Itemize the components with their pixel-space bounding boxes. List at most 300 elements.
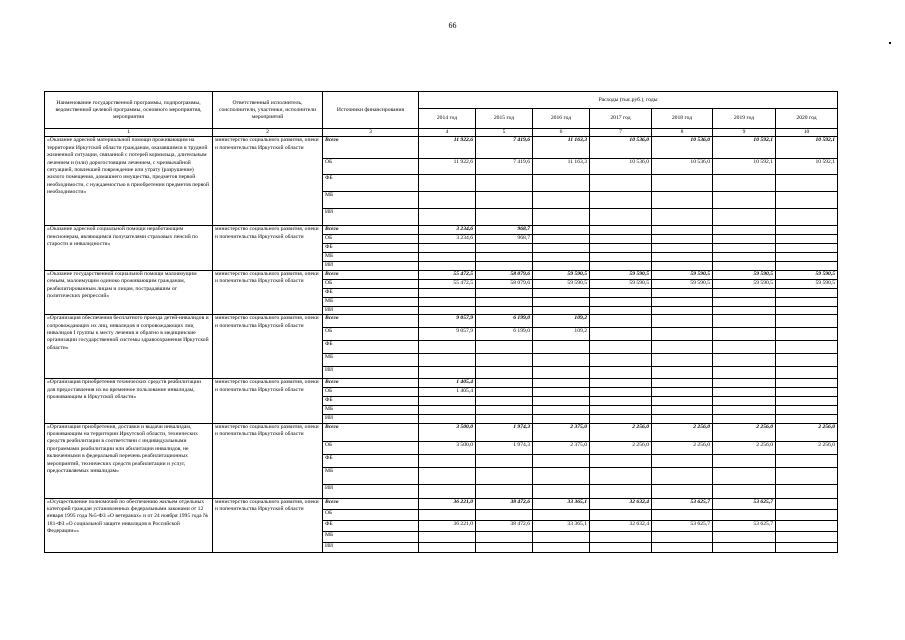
expense-value (713, 354, 776, 367)
expense-value (419, 406, 476, 415)
expense-value (419, 306, 476, 314)
expense-value (776, 175, 838, 192)
expense-value (590, 297, 652, 306)
expense-value (419, 484, 476, 498)
expense-value (476, 397, 533, 406)
funding-source: ФБ (323, 341, 419, 354)
funding-source: ФБ (323, 288, 419, 297)
expense-value (652, 209, 713, 226)
expense-value (533, 175, 590, 192)
expense-value (476, 467, 533, 484)
expense-value (776, 209, 838, 226)
expense-value: 2 256,0 (590, 423, 652, 441)
expense-value: 55 472,5 (419, 270, 476, 279)
funding-source: ОБ (323, 441, 419, 454)
expense-value (533, 306, 590, 314)
funding-source: ИИ (323, 367, 419, 379)
expense-value (533, 531, 590, 542)
expense-value (476, 288, 533, 297)
expense-value (533, 288, 590, 297)
table-body (45, 137, 838, 552)
expense-value (713, 531, 776, 542)
expense-value (590, 367, 652, 379)
funding-source: Всего (323, 315, 419, 328)
expense-value: 10 536,0 (652, 159, 713, 175)
expense-value (533, 415, 590, 423)
expense-value: 2 256,0 (776, 423, 838, 441)
funding-source: ОБ (323, 509, 419, 520)
expense-value (713, 253, 776, 262)
header-expenses: Расходы (тыс.руб.), годы (419, 92, 838, 109)
column-index: 3 (323, 129, 419, 137)
expense-value: 1 974,3 (476, 423, 533, 441)
funding-source: ИИ (323, 306, 419, 314)
expense-value: 59 590,5 (713, 279, 776, 288)
expense-value (590, 253, 652, 262)
funding-source: МБ (323, 253, 419, 262)
expense-value (419, 415, 476, 423)
expense-value (533, 484, 590, 498)
expense-value: 11 163,3 (533, 159, 590, 175)
expense-value (476, 341, 533, 354)
expense-value (590, 226, 652, 235)
expense-value: 59 590,5 (652, 270, 713, 279)
funding-source: ФБ (323, 520, 419, 531)
expense-value: 53 625,7 (652, 520, 713, 531)
header-year: 2019 год (713, 109, 776, 129)
expense-value (652, 297, 713, 306)
funding-source: Всего (323, 270, 419, 279)
expense-value (590, 341, 652, 354)
column-index: 8 (652, 129, 713, 137)
expense-value (419, 509, 476, 520)
expense-value (476, 253, 533, 262)
expense-value: 3 234,6 (419, 226, 476, 235)
expense-value: 109,2 (533, 328, 590, 341)
funding-source: ОБ (323, 235, 419, 244)
expense-value (652, 454, 713, 467)
expense-value (590, 542, 652, 552)
expense-value: 1 405,4 (419, 379, 476, 388)
expense-value (533, 192, 590, 209)
measure-name: «Осуществление полномочий по обеспечению жильем отдельных категорий граждан установленных федеральными законами от 12 января 1995 года №5-ФЗ «О ветеранах» и от 24 ноября 1995 года № 181-ФЗ «О социальной защите инвалидов в Российской Федерации»» (45, 498, 213, 552)
expense-value (776, 498, 838, 509)
expense-value (713, 244, 776, 253)
funding-source: Всего (323, 226, 419, 235)
measure-name: «Организация приобретения технических средств реабилитации для предоставления их во временное пользование инвалидам, проживающим в Иркутской области» (45, 379, 213, 423)
expense-value (713, 192, 776, 209)
expense-value: 6 199,0 (476, 328, 533, 341)
expense-value (776, 467, 838, 484)
expense-value (419, 288, 476, 297)
expense-value (476, 509, 533, 520)
expense-value (652, 388, 713, 397)
measure-executor: министерство социального развития, опеки и попечительства Иркутской области (213, 379, 323, 423)
expense-value (776, 397, 838, 406)
expense-value (590, 531, 652, 542)
expense-value: 11 922,6 (419, 159, 476, 175)
expense-value: 59 590,5 (590, 270, 652, 279)
funding-source: МБ (323, 406, 419, 415)
expense-value (652, 226, 713, 235)
expense-value (533, 406, 590, 415)
measure-name: «Организация обеспечения бесплатного проезда детей-инвалидов и сопровождающих их лиц, инвалидов и сопровождающих лиц инвалидов I группы к месту лечения и обратно в медицинские организации государственной системы здравоохранения Иркутской области» (45, 315, 213, 379)
expense-value: 10 536,0 (652, 137, 713, 159)
expense-value: 2 375,0 (533, 423, 590, 441)
expense-value (476, 244, 533, 253)
table-row (45, 498, 838, 509)
expense-value (652, 192, 713, 209)
funding-source: МБ (323, 192, 419, 209)
expense-value (652, 531, 713, 542)
expense-value (533, 397, 590, 406)
expense-value (713, 262, 776, 270)
funding-source: ИИ (323, 262, 419, 270)
expense-value (652, 397, 713, 406)
expense-value (590, 509, 652, 520)
expense-value: 10 592,1 (776, 137, 838, 159)
table-row (45, 226, 838, 235)
expense-value (713, 379, 776, 388)
funding-source: Всего (323, 137, 419, 159)
expense-value (776, 388, 838, 397)
expense-value: 58 079,6 (476, 279, 533, 288)
expense-value (590, 397, 652, 406)
expense-value (652, 253, 713, 262)
expense-value (419, 209, 476, 226)
funding-source: Всего (323, 379, 419, 388)
expense-value: 2 256,0 (652, 441, 713, 454)
expense-value (776, 406, 838, 415)
expense-value (713, 406, 776, 415)
expense-value (590, 315, 652, 328)
column-index: 7 (590, 129, 652, 137)
expense-value (590, 484, 652, 498)
expense-value (533, 297, 590, 306)
expense-value: 7 419,6 (476, 137, 533, 159)
funding-source: МБ (323, 354, 419, 367)
expense-value: 59 590,5 (776, 279, 838, 288)
expense-value (590, 262, 652, 270)
header-year: 2017 год (590, 109, 652, 129)
expense-value (476, 354, 533, 367)
funding-source: ОБ (323, 328, 419, 341)
expense-value (419, 354, 476, 367)
column-index: 9 (713, 129, 776, 137)
expense-value (590, 388, 652, 397)
expense-value (533, 253, 590, 262)
expense-value: 6 199,0 (476, 315, 533, 328)
expense-value (713, 484, 776, 498)
funding-source: ОБ (323, 279, 419, 288)
expense-value: 59 590,5 (652, 279, 713, 288)
expense-value (776, 306, 838, 314)
expense-value (776, 244, 838, 253)
expense-value (776, 454, 838, 467)
expense-value (713, 288, 776, 297)
expense-value (590, 354, 652, 367)
expense-value: 10 592,1 (713, 159, 776, 175)
expense-value: 2 256,0 (713, 441, 776, 454)
expense-value: 10 536,0 (590, 137, 652, 159)
expense-value (476, 415, 533, 423)
expense-value (652, 262, 713, 270)
expense-value (652, 341, 713, 354)
funding-source: ФБ (323, 244, 419, 253)
header-year: 2018 год (652, 109, 713, 129)
expense-value (476, 192, 533, 209)
expense-value: 53 625,7 (713, 520, 776, 531)
expense-value: 33 365,1 (533, 520, 590, 531)
expense-value: 2 256,0 (713, 423, 776, 441)
expense-value (476, 454, 533, 467)
expense-value (713, 454, 776, 467)
column-index: 2 (213, 129, 323, 137)
expense-value: 7 419,6 (476, 159, 533, 175)
page-number: 66 (448, 21, 457, 30)
expense-value (776, 367, 838, 379)
measure-executor: министерство социального развития, опеки и попечительства Иркутской области (213, 498, 323, 552)
expense-value (776, 226, 838, 235)
expense-value: 968,7 (476, 226, 533, 235)
budget-table (44, 91, 838, 553)
expense-value (419, 175, 476, 192)
header-executor: Ответственный исполнитель, соисполнители, участники, исполнители мероприятий (213, 92, 323, 129)
expense-value (776, 379, 838, 388)
funding-source: ИИ (323, 415, 419, 423)
funding-source: МБ (323, 467, 419, 484)
expense-value (590, 235, 652, 244)
expense-value: 11 922,6 (419, 137, 476, 159)
expense-value (713, 235, 776, 244)
expense-value (419, 244, 476, 253)
expense-value: 968,7 (476, 235, 533, 244)
table-row (45, 423, 838, 441)
funding-source: МБ (323, 531, 419, 542)
expense-value: 9 057,9 (419, 315, 476, 328)
expense-value (533, 262, 590, 270)
measure-name: «Оказание адресной социальной помощи неработающим пенсионерам, являющимся получателями страховых пенсий по старости и инвалидности» (45, 226, 213, 270)
expense-value (776, 509, 838, 520)
expense-value (776, 297, 838, 306)
expense-value: 3 500,0 (419, 423, 476, 441)
expense-value (419, 262, 476, 270)
expense-value (590, 244, 652, 253)
column-index: 1 (45, 129, 213, 137)
measure-executor: министерство социального развития, опеки и попечительства Иркутской области (213, 226, 323, 270)
expense-value (652, 406, 713, 415)
measure-name: «Оказание адресной материальной помощи проживающим на территории Иркутской области гражданам, оказавшимся в трудной жизненной ситуации, связанной с потерей кормильца, длительным лечением и (или) дорогостоящим лечением, с чрезвычайной ситуацией, повлекшей повреждение или утрату (разрушение) жилого помещения, домашнего имущества, предметов первой необходимости, с нуждаемостью в приобретении предметов первой необходимости» (45, 137, 213, 226)
column-index: 10 (776, 129, 838, 137)
expense-value (776, 328, 838, 341)
expense-value (713, 415, 776, 423)
expense-value (776, 484, 838, 498)
expense-value: 2 256,0 (776, 441, 838, 454)
expense-value (533, 235, 590, 244)
expense-value (533, 388, 590, 397)
expense-value (713, 367, 776, 379)
expense-value (590, 209, 652, 226)
expense-value: 59 590,5 (533, 279, 590, 288)
funding-source: ИИ (323, 542, 419, 552)
header-year: 2014 год (419, 109, 476, 129)
expense-value: 10 536,0 (590, 159, 652, 175)
expense-value (476, 531, 533, 542)
expense-value (419, 192, 476, 209)
expense-value (713, 315, 776, 328)
expense-value (652, 315, 713, 328)
expense-value (713, 542, 776, 552)
expense-value (652, 175, 713, 192)
expense-value: 3 500,0 (419, 441, 476, 454)
expense-value: 11 163,3 (533, 137, 590, 159)
expense-value (652, 306, 713, 314)
expense-value (776, 315, 838, 328)
expense-value (652, 235, 713, 244)
expense-value (590, 467, 652, 484)
expense-value: 32 632,4 (590, 520, 652, 531)
expense-value: 10 592,1 (713, 137, 776, 159)
expense-value (652, 509, 713, 520)
expense-value: 32 632,4 (590, 498, 652, 509)
expense-value (419, 397, 476, 406)
expense-value (476, 306, 533, 314)
expense-value (533, 354, 590, 367)
expense-value: 58 079,6 (476, 270, 533, 279)
expense-value (419, 297, 476, 306)
expense-value (776, 354, 838, 367)
expense-value (590, 454, 652, 467)
expense-value (652, 354, 713, 367)
expense-value (590, 379, 652, 388)
expense-value (419, 253, 476, 262)
expense-value (476, 388, 533, 397)
expense-value: 53 625,7 (652, 498, 713, 509)
expense-value (533, 244, 590, 253)
column-index: 4 (419, 129, 476, 137)
expense-value: 1 405,4 (419, 388, 476, 397)
table-row (45, 315, 838, 328)
expense-value: 2 256,0 (590, 441, 652, 454)
expense-value (776, 253, 838, 262)
expense-value: 1 974,3 (476, 441, 533, 454)
measure-executor: министерство социального развития, опеки и попечительства Иркутской области (213, 137, 323, 226)
measure-name: «Организация приобретения, доставки и выдачи инвалидам, проживающим на территории Иркутской области, технических средств реабилитации в соответствии с индивидуальными программами реабилитации или абилитации инвалидов, не включенными в федеральный перечень реабилитационных мероприятий, технических средств реабилитации и услуг, предоставляемых инвалидам» (45, 423, 213, 498)
expense-value: 53 625,7 (713, 498, 776, 509)
expense-value: 10 592,1 (776, 159, 838, 175)
expense-value (776, 542, 838, 552)
column-index: 6 (533, 129, 590, 137)
expense-value (652, 542, 713, 552)
expense-value (590, 288, 652, 297)
expense-value: 36 221,0 (419, 520, 476, 531)
expense-value (713, 397, 776, 406)
expense-value (533, 509, 590, 520)
funding-source: Всего (323, 423, 419, 441)
expense-value (476, 297, 533, 306)
expense-value (419, 454, 476, 467)
table-row (45, 137, 838, 159)
funding-source: ИИ (323, 209, 419, 226)
expense-value (776, 235, 838, 244)
header-program: Наименование государственной программы, подпрограммы, ведомственной целевой программы, основного мероприятия, мероприятия (45, 92, 213, 129)
expense-value (652, 244, 713, 253)
expense-value (713, 297, 776, 306)
expense-value (713, 175, 776, 192)
expense-value (652, 288, 713, 297)
expense-value (419, 467, 476, 484)
expense-value (652, 328, 713, 341)
funding-source: МБ (323, 297, 419, 306)
expense-value (713, 209, 776, 226)
expense-value (652, 467, 713, 484)
expense-value (533, 226, 590, 235)
expense-value (476, 542, 533, 552)
scan-artifact-dot (889, 42, 891, 44)
expense-value (419, 341, 476, 354)
expense-value (590, 192, 652, 209)
expense-value (476, 379, 533, 388)
funding-source: ОБ (323, 388, 419, 397)
expense-value (776, 531, 838, 542)
expense-value: 59 590,5 (533, 270, 590, 279)
expense-value (476, 367, 533, 379)
expense-value (533, 467, 590, 484)
expense-value (476, 484, 533, 498)
expense-value (652, 415, 713, 423)
expense-value (590, 415, 652, 423)
expense-value (590, 406, 652, 415)
expense-value (713, 509, 776, 520)
expense-value (776, 192, 838, 209)
header-source: Источники финансирования (323, 92, 419, 129)
expense-value: 38 472,6 (476, 498, 533, 509)
expense-value (533, 209, 590, 226)
header-year: 2020 год (776, 109, 838, 129)
funding-source: ИИ (323, 484, 419, 498)
expense-value: 55 472,5 (419, 279, 476, 288)
expense-value: 109,2 (533, 315, 590, 328)
expense-value: 59 590,5 (590, 279, 652, 288)
expense-value (590, 328, 652, 341)
column-index: 5 (476, 129, 533, 137)
expense-value (590, 175, 652, 192)
funding-source: ФБ (323, 175, 419, 192)
expense-value (776, 520, 838, 531)
expense-value (713, 341, 776, 354)
expense-value (419, 367, 476, 379)
expense-value (533, 542, 590, 552)
expense-value: 9 057,9 (419, 328, 476, 341)
expense-value (476, 262, 533, 270)
expense-value: 2 256,0 (652, 423, 713, 441)
expense-value (713, 388, 776, 397)
expense-value: 3 234,6 (419, 235, 476, 244)
expense-value (419, 542, 476, 552)
expense-value: 59 590,5 (713, 270, 776, 279)
expense-value (776, 262, 838, 270)
expense-value (713, 226, 776, 235)
expense-value: 38 472,6 (476, 520, 533, 531)
expense-value (652, 367, 713, 379)
expense-value (419, 531, 476, 542)
expense-value (590, 306, 652, 314)
expense-value (476, 406, 533, 415)
header-year: 2015 год (476, 109, 533, 129)
expense-value (776, 415, 838, 423)
measure-executor: министерство социального развития, опеки и попечительства Иркутской области (213, 315, 323, 379)
expense-value: 59 590,5 (776, 270, 838, 279)
